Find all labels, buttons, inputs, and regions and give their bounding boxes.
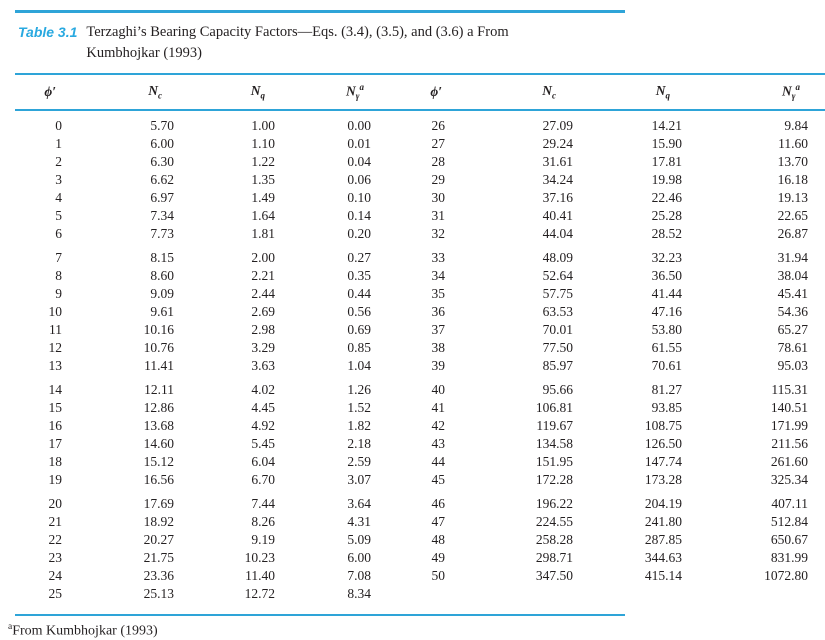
table-cell: 65.27 bbox=[777, 322, 808, 338]
table-row bbox=[15, 567, 825, 585]
table-cell: 17 bbox=[48, 436, 62, 452]
table-cell: 34 bbox=[431, 268, 445, 284]
table-cell: 4 bbox=[55, 190, 62, 206]
table-body bbox=[15, 110, 825, 606]
table-cell: 6.62 bbox=[150, 172, 174, 188]
table-cell: 3.63 bbox=[251, 358, 275, 374]
table-cell: 95.66 bbox=[542, 382, 573, 398]
table-row bbox=[15, 381, 825, 399]
table-row bbox=[15, 399, 825, 417]
table-cell: 11.40 bbox=[245, 568, 275, 584]
table-cell: 0.85 bbox=[347, 340, 371, 356]
table-cell: 119.67 bbox=[536, 418, 573, 434]
table-cell: 19 bbox=[48, 472, 62, 488]
table-cell: 61.55 bbox=[651, 340, 682, 356]
table-title-line2: Kumbhojkar (1993) bbox=[86, 44, 202, 61]
table-cell: 3.07 bbox=[347, 472, 371, 488]
table-cell: 38 bbox=[431, 340, 445, 356]
table-cell: 9.84 bbox=[784, 118, 808, 134]
table-cell: 3 bbox=[55, 172, 62, 188]
table-cell: 36.50 bbox=[651, 268, 682, 284]
table-cell: 1.04 bbox=[347, 358, 371, 374]
table-cell: 2.00 bbox=[251, 250, 275, 266]
table-cell: 15 bbox=[48, 400, 62, 416]
table-cell: 134.58 bbox=[535, 436, 573, 452]
header-row bbox=[15, 74, 825, 110]
table-cell: 15.12 bbox=[143, 454, 174, 470]
bearing-capacity-table bbox=[15, 73, 825, 606]
table-cell bbox=[460, 585, 591, 606]
table-row bbox=[15, 207, 825, 225]
table-cell: 0.69 bbox=[347, 322, 371, 338]
table-cell: 5.70 bbox=[150, 118, 174, 134]
col-header: ϕ′ bbox=[15, 74, 66, 110]
table-3-1 bbox=[8, 10, 808, 640]
table-cell: 1.35 bbox=[251, 172, 275, 188]
table-cell: 4.92 bbox=[251, 418, 275, 434]
table-row bbox=[15, 153, 825, 171]
table-cell: 7.08 bbox=[347, 568, 371, 584]
table-cell: 6.00 bbox=[150, 136, 174, 152]
table-cell: 211.56 bbox=[771, 436, 808, 452]
col-header: ϕ′ bbox=[386, 74, 460, 110]
table-cell: 70.61 bbox=[651, 358, 682, 374]
table-cell: 31.94 bbox=[777, 250, 808, 266]
table-cell: 224.55 bbox=[535, 514, 573, 530]
table-cell: 35 bbox=[431, 286, 445, 302]
table-cell: 1.81 bbox=[251, 226, 275, 242]
table-cell: 0.01 bbox=[347, 136, 371, 152]
table-cell: 44.04 bbox=[542, 226, 573, 242]
footnote bbox=[8, 622, 625, 640]
table-cell: 50 bbox=[431, 568, 445, 584]
table-cell: 10.16 bbox=[143, 322, 174, 338]
table-cell: 8.26 bbox=[251, 514, 275, 530]
table-cell: 325.34 bbox=[770, 472, 808, 488]
table-cell: 16.18 bbox=[777, 172, 808, 188]
table-title-line1: Terzaghi’s Bearing Capacity Factors—Eqs. (3.4), (3.5), and (3.6) a From bbox=[86, 24, 509, 40]
table-cell: 147.74 bbox=[644, 454, 682, 470]
table-cell: 93.85 bbox=[651, 400, 682, 416]
table-cell: 25 bbox=[48, 586, 62, 602]
table-cell: 27 bbox=[431, 136, 445, 152]
table-cell: 0.14 bbox=[347, 208, 371, 224]
table-cell: 1.64 bbox=[251, 208, 275, 224]
table-cell: 0.04 bbox=[347, 154, 371, 170]
table-cell: 11.60 bbox=[778, 136, 808, 152]
col-header: $N_q$ bbox=[591, 74, 700, 110]
table-cell: 1.82 bbox=[347, 418, 371, 434]
table-cell: 40.41 bbox=[542, 208, 573, 224]
table-cell: 41.44 bbox=[651, 286, 682, 302]
col-header: $N_\gamma^a$ bbox=[700, 74, 825, 110]
table-cell: 13.70 bbox=[777, 154, 808, 170]
col-header: $N_\gamma^a$ bbox=[290, 74, 386, 110]
table-cell: 29 bbox=[431, 172, 445, 188]
table-cell: 19.13 bbox=[777, 190, 808, 206]
table-cell: 0.20 bbox=[347, 226, 371, 242]
table-cell: 1.10 bbox=[251, 136, 275, 152]
table-cell: 11 bbox=[49, 322, 62, 338]
table-row bbox=[15, 417, 825, 435]
table-cell: 298.71 bbox=[535, 550, 573, 566]
table-cell: 1.00 bbox=[251, 118, 275, 134]
table-cell: 173.28 bbox=[644, 472, 682, 488]
table-cell: 47 bbox=[431, 514, 445, 530]
table-row bbox=[15, 189, 825, 207]
table-cell: 20 bbox=[48, 496, 62, 512]
table-title bbox=[86, 22, 508, 63]
table-cell: 8 bbox=[55, 268, 62, 284]
table-cell: 31 bbox=[431, 208, 445, 224]
table-cell: 70.01 bbox=[542, 322, 573, 338]
table-cell: 126.50 bbox=[644, 436, 682, 452]
table-cell: 49 bbox=[431, 550, 445, 566]
table-cell: 108.75 bbox=[644, 418, 682, 434]
table-cell: 2.98 bbox=[251, 322, 275, 338]
table-cell: 16.56 bbox=[143, 472, 174, 488]
table-cell: 18.92 bbox=[143, 514, 174, 530]
table-cell: 6.70 bbox=[251, 472, 275, 488]
table-cell: 8.34 bbox=[347, 586, 371, 602]
table-cell: 4.02 bbox=[251, 382, 275, 398]
table-cell: 12.86 bbox=[143, 400, 174, 416]
table-cell: 172.28 bbox=[535, 472, 573, 488]
table-cell: 17.69 bbox=[143, 496, 174, 512]
table-cell: 28 bbox=[431, 154, 445, 170]
table-cell: 32.23 bbox=[651, 250, 682, 266]
table-cell: 21.75 bbox=[143, 550, 174, 566]
table-cell: 28.52 bbox=[651, 226, 682, 242]
table-cell: 6.30 bbox=[150, 154, 174, 170]
table-cell: 287.85 bbox=[644, 532, 682, 548]
table-cell bbox=[700, 585, 825, 606]
table-row bbox=[15, 110, 825, 135]
table-cell: 48.09 bbox=[542, 250, 573, 266]
table-cell: 40 bbox=[431, 382, 445, 398]
table-cell: 44 bbox=[431, 454, 445, 470]
table-head bbox=[15, 74, 825, 110]
table-cell: 42 bbox=[431, 418, 445, 434]
table-cell: 6 bbox=[55, 226, 62, 242]
table-row bbox=[15, 285, 825, 303]
col-header: $N_q$ bbox=[189, 74, 290, 110]
table-cell: 52.64 bbox=[542, 268, 573, 284]
table-cell: 115.31 bbox=[771, 382, 808, 398]
table-cell: 37.16 bbox=[542, 190, 573, 206]
table-cell: 1.22 bbox=[251, 154, 275, 170]
table-cell: 2.59 bbox=[347, 454, 371, 470]
table-cell: 9 bbox=[55, 286, 62, 302]
table-cell: 1.49 bbox=[251, 190, 275, 206]
table-cell: 57.75 bbox=[542, 286, 573, 302]
table-cell: 25.28 bbox=[651, 208, 682, 224]
table-cell: 3.29 bbox=[251, 340, 275, 356]
table-cell: 261.60 bbox=[770, 454, 808, 470]
table-cell: 196.22 bbox=[535, 496, 573, 512]
table-cell: 11.41 bbox=[144, 358, 174, 374]
table-cell: 21 bbox=[48, 514, 62, 530]
table-cell: 16 bbox=[48, 418, 62, 434]
table-cell: 241.80 bbox=[644, 514, 682, 530]
table-cell: 407.11 bbox=[771, 496, 808, 512]
table-cell: 7 bbox=[55, 250, 62, 266]
table-row bbox=[15, 435, 825, 453]
table-cell: 2.44 bbox=[251, 286, 275, 302]
table-cell: 48 bbox=[431, 532, 445, 548]
table-cell: 30 bbox=[431, 190, 445, 206]
table-cell: 258.28 bbox=[535, 532, 573, 548]
table-cell: 77.50 bbox=[542, 340, 573, 356]
table-cell: 26.87 bbox=[777, 226, 808, 242]
table-cell: 0.10 bbox=[347, 190, 371, 206]
table-cell: 45.41 bbox=[777, 286, 808, 302]
table-cell: 85.97 bbox=[542, 358, 573, 374]
table-row bbox=[15, 513, 825, 531]
table-cell: 12.11 bbox=[144, 382, 174, 398]
table-cell: 512.84 bbox=[770, 514, 808, 530]
table-cell: 7.73 bbox=[150, 226, 174, 242]
table-cell: 2 bbox=[55, 154, 62, 170]
table-cell: 15.90 bbox=[651, 136, 682, 152]
table-cell: 22 bbox=[48, 532, 62, 548]
table-cell: 8.15 bbox=[150, 250, 174, 266]
table-cell: 53.80 bbox=[651, 322, 682, 338]
table-cell: 0.56 bbox=[347, 304, 371, 320]
table-cell: 23.36 bbox=[143, 568, 174, 584]
table-cell: 344.63 bbox=[644, 550, 682, 566]
table-cell: 33 bbox=[431, 250, 445, 266]
table-cell: 78.61 bbox=[777, 340, 808, 356]
table-cell: 17.81 bbox=[651, 154, 682, 170]
table-cell: 20.27 bbox=[143, 532, 174, 548]
table-cell: 9.09 bbox=[150, 286, 174, 302]
table-cell: 5.09 bbox=[347, 532, 371, 548]
table-cell: 22.46 bbox=[651, 190, 682, 206]
table-cell: 0.27 bbox=[347, 250, 371, 266]
table-row bbox=[15, 249, 825, 267]
table-cell: 7.44 bbox=[251, 496, 275, 512]
table-cell: 37 bbox=[431, 322, 445, 338]
table-cell: 14 bbox=[48, 382, 62, 398]
table-cell: 31.61 bbox=[542, 154, 573, 170]
table-cell: 10.76 bbox=[143, 340, 174, 356]
table-row bbox=[15, 531, 825, 549]
table-cell: 39 bbox=[431, 358, 445, 374]
table-cell: 140.51 bbox=[770, 400, 808, 416]
table-cell: 1 bbox=[55, 136, 62, 152]
col-header: $N_c$ bbox=[66, 74, 189, 110]
table-cell: 8.60 bbox=[150, 268, 174, 284]
table-cell: 26 bbox=[431, 118, 445, 134]
table-cell: 2.18 bbox=[347, 436, 371, 452]
table-cell: 204.19 bbox=[644, 496, 682, 512]
table-cell: 0.44 bbox=[347, 286, 371, 302]
table-cell: 7.34 bbox=[150, 208, 174, 224]
table-cell bbox=[591, 585, 700, 606]
table-cell: 32 bbox=[431, 226, 445, 242]
table-row bbox=[15, 453, 825, 471]
table-cell: 5 bbox=[55, 208, 62, 224]
table-cell: 19.98 bbox=[651, 172, 682, 188]
table-cell: 4.31 bbox=[347, 514, 371, 530]
table-cell: 2.69 bbox=[251, 304, 275, 320]
table-cell: 13 bbox=[48, 358, 62, 374]
table-row bbox=[15, 303, 825, 321]
table-cell: 347.50 bbox=[535, 568, 573, 584]
table-cell: 38.04 bbox=[777, 268, 808, 284]
table-label: Table 3.1 bbox=[18, 24, 78, 40]
table-cell: 46 bbox=[431, 496, 445, 512]
table-cell: 831.99 bbox=[770, 550, 808, 566]
table-cell: 13.68 bbox=[143, 418, 174, 434]
table-cell: 650.67 bbox=[770, 532, 808, 548]
col-header: $N_c$ bbox=[460, 74, 591, 110]
table-cell: 1072.80 bbox=[764, 568, 808, 584]
table-cell: 41 bbox=[431, 400, 445, 416]
table-cell: 171.99 bbox=[770, 418, 808, 434]
table-cell: 43 bbox=[431, 436, 445, 452]
table-cell: 23 bbox=[48, 550, 62, 566]
table-cell: 12 bbox=[48, 340, 62, 356]
table-cell: 24 bbox=[48, 568, 62, 584]
table-row bbox=[15, 267, 825, 285]
table-cell: 3.64 bbox=[347, 496, 371, 512]
bottom-rule bbox=[15, 614, 625, 616]
table-cell: 18 bbox=[48, 454, 62, 470]
table-cell: 29.24 bbox=[542, 136, 573, 152]
table-cell: 9.61 bbox=[150, 304, 174, 320]
table-cell: 151.95 bbox=[535, 454, 573, 470]
table-row bbox=[15, 549, 825, 567]
table-cell: 9.19 bbox=[251, 532, 275, 548]
table-cell: 12.72 bbox=[244, 586, 275, 602]
table-cell: 4.45 bbox=[251, 400, 275, 416]
table-cell: 106.81 bbox=[535, 400, 573, 416]
footnote-marker: a bbox=[8, 622, 13, 633]
table-cell: 0.35 bbox=[347, 268, 371, 284]
table-cell: 2.21 bbox=[251, 268, 275, 284]
table-cell: 6.04 bbox=[251, 454, 275, 470]
table-cell: 95.03 bbox=[777, 358, 808, 374]
table-cell: 0.06 bbox=[347, 172, 371, 188]
table-row bbox=[15, 135, 825, 153]
table-cell: 27.09 bbox=[542, 118, 573, 134]
table-cell: 34.24 bbox=[542, 172, 573, 188]
table-cell: 22.65 bbox=[777, 208, 808, 224]
table-row bbox=[15, 225, 825, 249]
table-row bbox=[15, 495, 825, 513]
table-cell: 81.27 bbox=[651, 382, 682, 398]
table-row bbox=[15, 357, 825, 381]
table-cell: 6.00 bbox=[347, 550, 371, 566]
table-cell: 14.60 bbox=[143, 436, 174, 452]
table-cell: 47.16 bbox=[651, 304, 682, 320]
table-cell: 36 bbox=[431, 304, 445, 320]
table-row bbox=[15, 471, 825, 495]
table-row bbox=[15, 339, 825, 357]
table-cell: 25.13 bbox=[143, 586, 174, 602]
table-cell: 6.97 bbox=[150, 190, 174, 206]
table-cell: 63.53 bbox=[542, 304, 573, 320]
table-cell: 45 bbox=[431, 472, 445, 488]
table-cell: 1.52 bbox=[347, 400, 371, 416]
table-cell: 10.23 bbox=[244, 550, 275, 566]
table-cell: 14.21 bbox=[651, 118, 682, 134]
table-cell: 5.45 bbox=[251, 436, 275, 452]
table-row bbox=[15, 321, 825, 339]
table-cell: 0.00 bbox=[347, 118, 371, 134]
table-cell: 415.14 bbox=[644, 568, 682, 584]
table-caption bbox=[15, 13, 625, 73]
table-cell bbox=[386, 585, 460, 606]
footnote-text: From Kumbhojkar (1993) bbox=[12, 624, 158, 639]
table-row bbox=[15, 171, 825, 189]
table-cell: 1.26 bbox=[347, 382, 371, 398]
table-row bbox=[15, 585, 825, 606]
table-cell: 54.36 bbox=[777, 304, 808, 320]
table-cell: 0 bbox=[55, 118, 62, 134]
table-cell: 10 bbox=[48, 304, 62, 320]
